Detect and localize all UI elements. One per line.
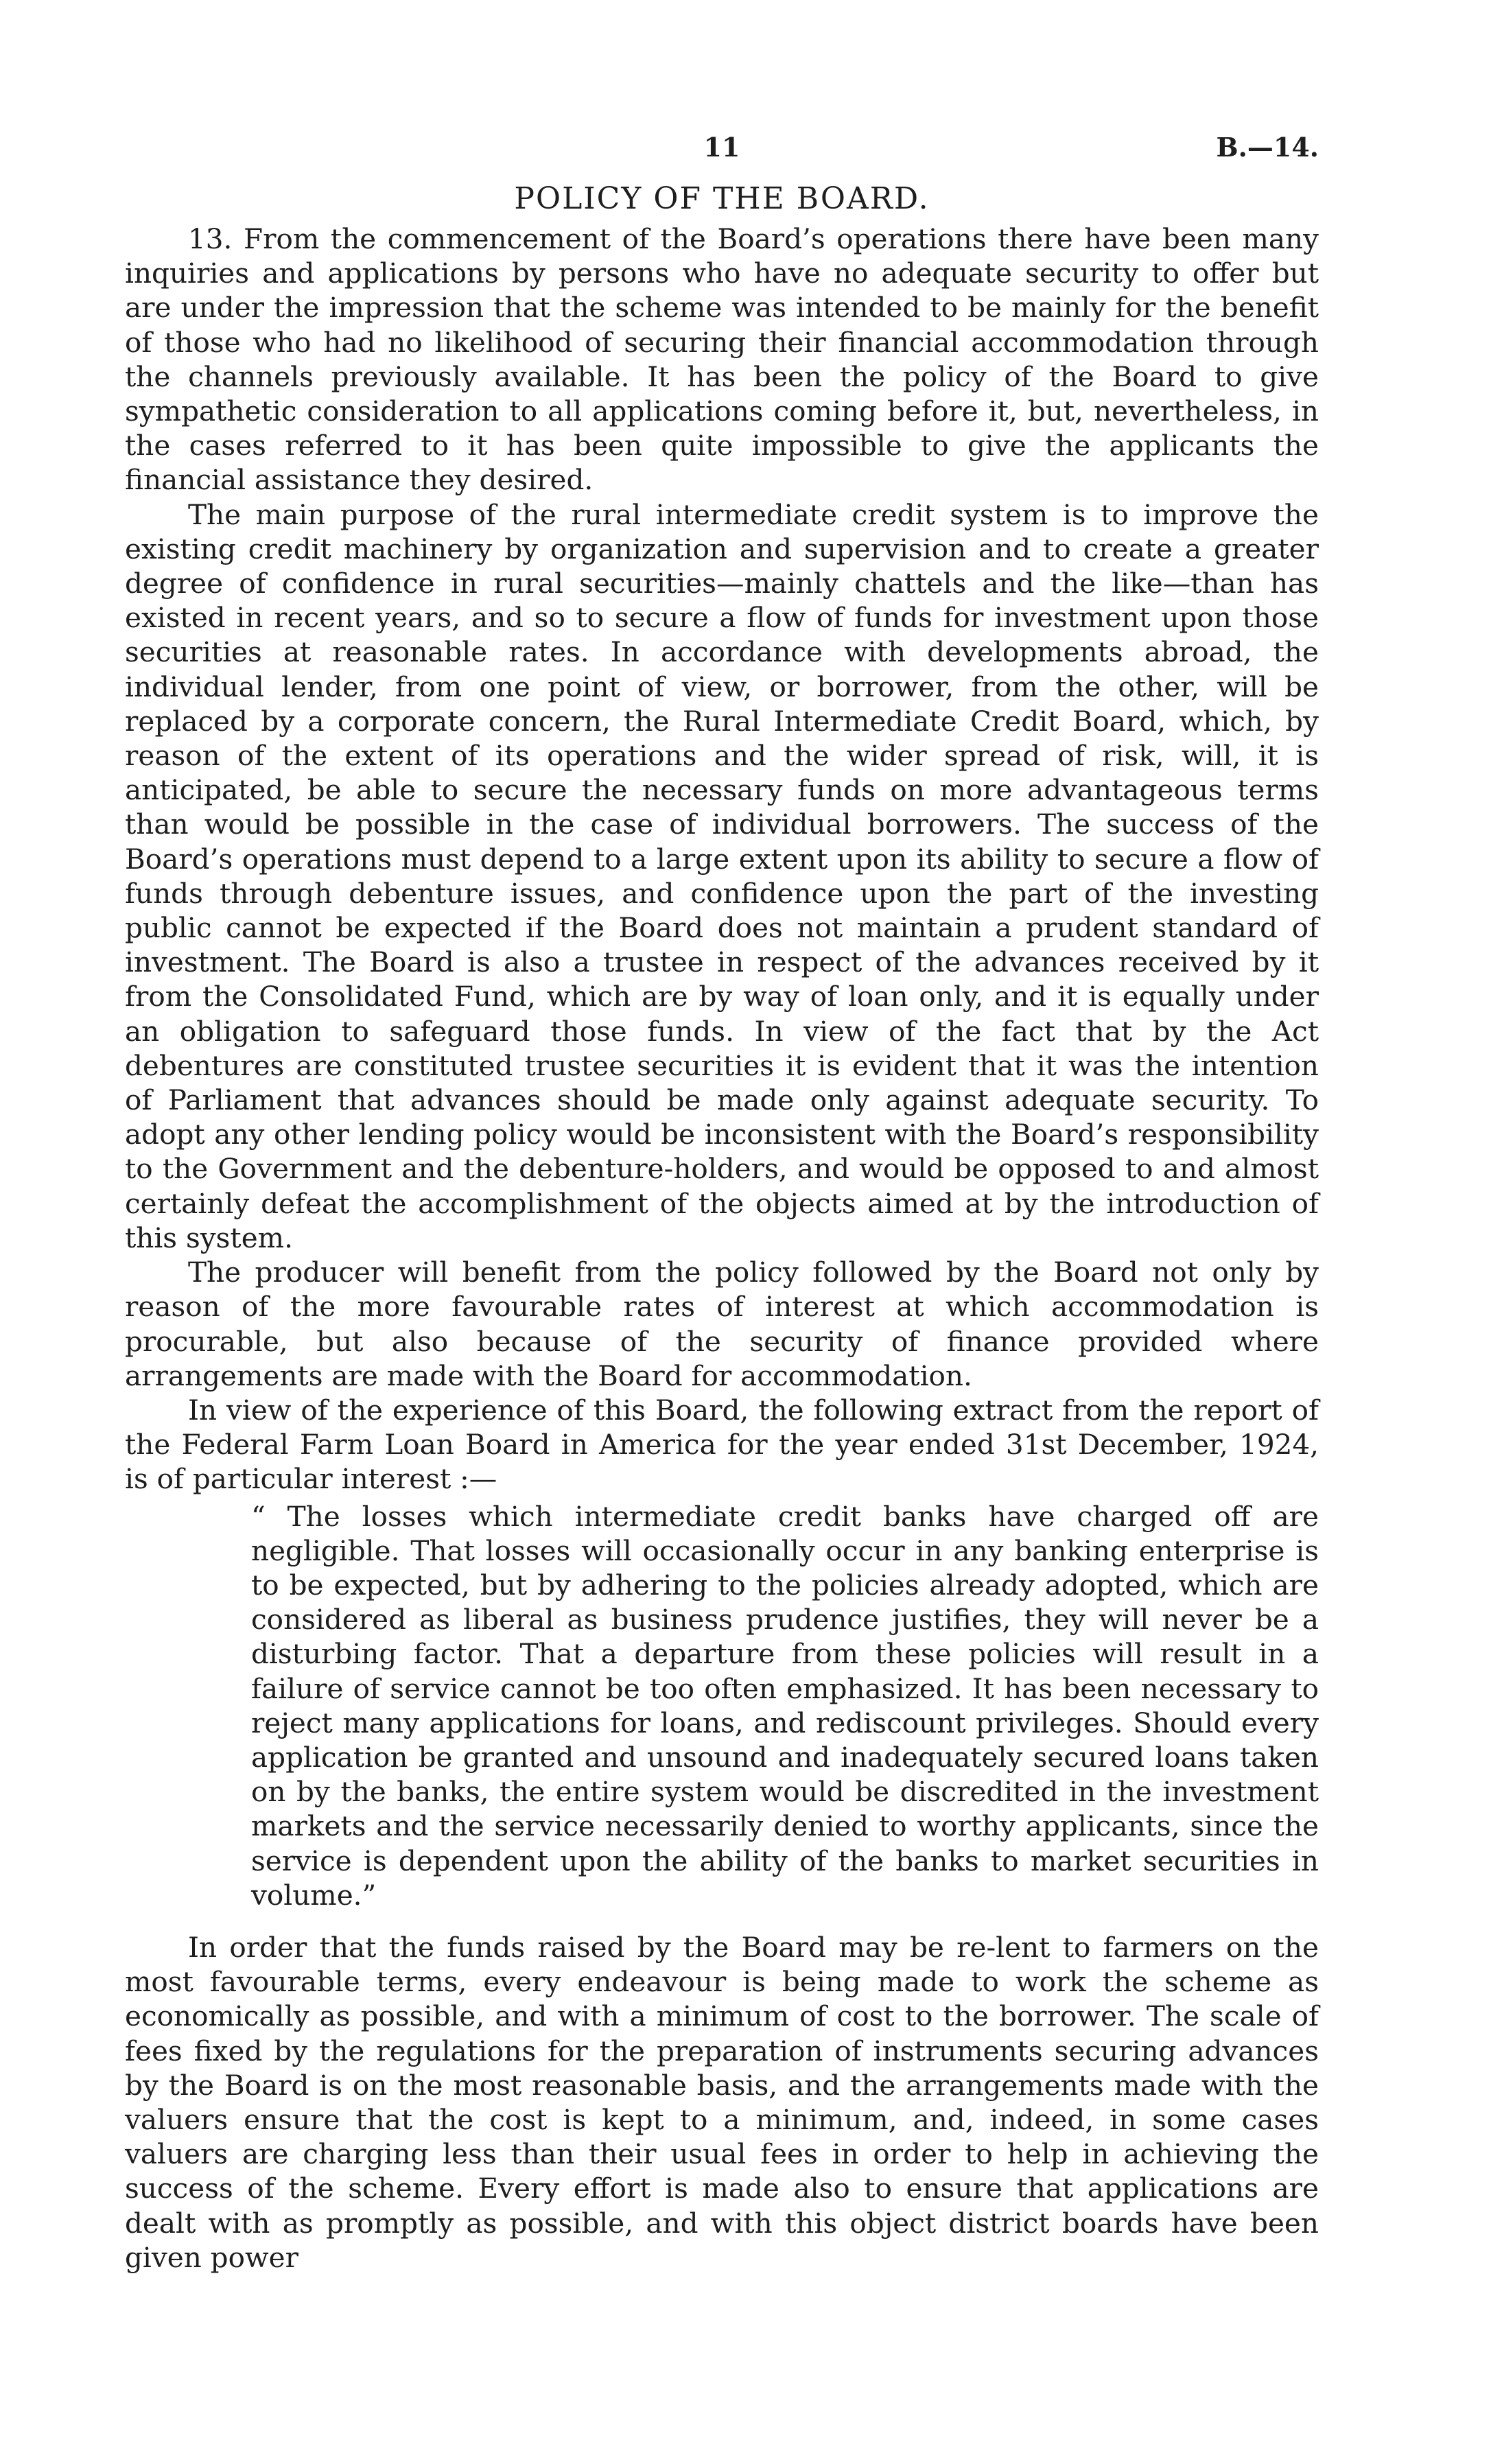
document-page bbox=[125, 122, 1319, 2275]
paragraph-federal-farm-loan-intro: In view of the experience of this Board, the following extract from the report of the Federal Farm Loan Board in America for the year ended 31st December, 1924, is of particular interest :— bbox=[125, 1393, 1319, 1496]
paragraph-producer-benefit: The producer will benefit from the policy followed by the Board not only by reason of the more favourable rates of interest at which accommodation is procurable, but also because of the security of finance provided where arrangements are made with the Board for accommodation. bbox=[125, 1256, 1319, 1392]
paragraph-13: 13. From the commencement of the Board’s operations there have been many inquiries and applications by persons who have no adequate security to offer but are under the impression that the scheme was intended to be mainly for the benefit of those who had no likelihood of securing their financial accommodation through the channels previously available. It has been the policy of the Board to give sympathetic consideration to all applications coming before it, but, nevertheless, in the cases referred to it has been quite impossible to give the applicants the financial assistance they desired. bbox=[125, 222, 1319, 497]
paragraph-funds-re-lent: In order that the funds raised by the Board may be re-lent to farmers on the most favourable terms, every endeavour is being made to work the scheme as economically as possible, and with a minimum of cost to the borrower. The scale of fees fixed by the regulations for the preparation of instruments securing advances by the Board is on the most reasonable basis, and the arrangements made with the valuers ensure that the cost is kept to a minimum, and, indeed, in some cases valuers are charging less than their usual fees in order to help in achieving the success of the scheme. Every effort is made also to ensure that applications are dealt with as promptly as possible, and with this object district boards have been given power bbox=[125, 1930, 1319, 2274]
block-quote: “ The losses which intermediate credit banks have charged off are negligible. That losses will occasionally occur in any banking enterprise is to be expected, but by adhering to the policies already adopted, which are considered as liberal as business prudence justifies, they will never be a disturbing factor. That a departure from these policies will result in a failure of service cannot be too often emphasized. It has been necessary to reject many applications for loans, and rediscount privileges. Should every application be granted and unsound and inadequately secured loans taken on by the banks, the entire system would be discredited in the investment markets and the service necessarily denied to worthy applicants, since the service is dependent upon the ability of the banks to market securities in volume.” bbox=[251, 1499, 1319, 1912]
document-reference: B.—14. bbox=[1216, 132, 1319, 163]
page-number: 11 bbox=[703, 132, 740, 163]
paragraph-main-purpose: The main purpose of the rural intermediate credit system is to improve the existing credit machinery by organization and supervision and to create a greater degree of confidence in rural securities—mainly chattels and the like—than has existed in recent years, and so to secure a flow of funds for investment upon those securities at reasonable rates. In accordance with developments abroad, the individual lender, from one point of view, or borrower, from the other, will be replaced by a corporate concern, the Rural Intermediate Credit Board, which, by reason of the extent of its operations and the wider spread of risk, will, it is anticipated, be able to secure the necessary funds on more advantageous terms than would be possible in the case of individual borrowers. The success of the Board’s operations must depend to a large extent upon its ability to secure a flow of funds through debenture issues, and confidence upon the part of the investing public cannot be expected if the Board does not maintain a prudent standard of investment. The Board is also a trustee in respect of the advances received by it from the Consolidated Fund, which are by way of loan only, and it is equally under an obligation to safeguard those funds. In view of the fact that by the Act debentures are constituted trustee securities it is evident that it was the intention of Parliament that advances should be made only against adequate security. To adopt any other lending policy would be inconsistent with the Board’s responsibility to the Government and the debenture-holders, and would be opposed to and almost certainly defeat the accomplishment of the objects aimed at by the introduction of this system. bbox=[125, 497, 1319, 1254]
section-title: POLICY OF THE BOARD. bbox=[514, 181, 930, 216]
page-header bbox=[125, 122, 1319, 177]
